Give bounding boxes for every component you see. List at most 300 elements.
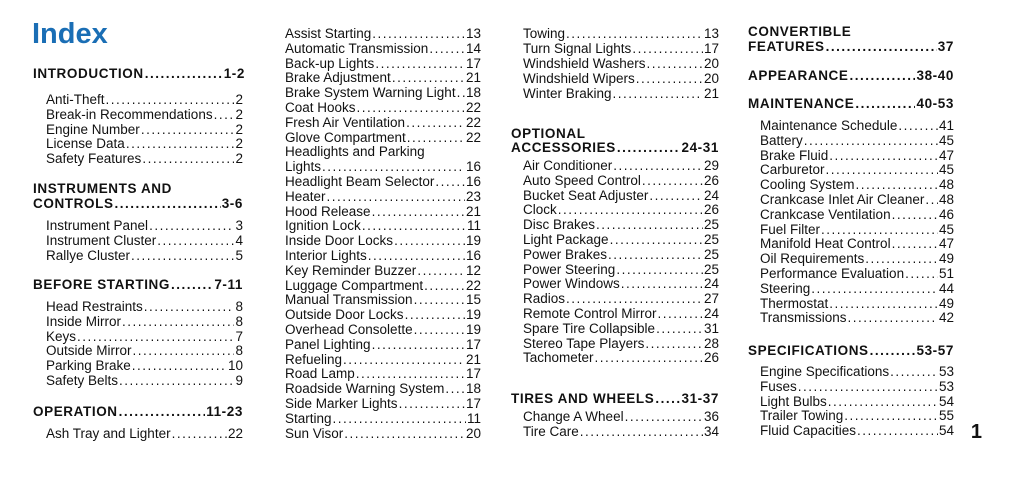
index-entry-page: 22 <box>465 100 481 115</box>
leader-dots <box>625 409 703 424</box>
index-entry-page: 22 <box>465 129 481 145</box>
section-optional-accessories-label: ACCESSORIES <box>511 140 616 155</box>
leader-dots <box>357 100 465 115</box>
index-entry <box>46 218 243 233</box>
index-entry-label: Radios <box>523 291 566 307</box>
leader-dots <box>394 233 465 248</box>
index-entry <box>46 248 243 263</box>
index-entry <box>523 424 719 439</box>
index-entry-page: 7 <box>235 328 243 344</box>
index-entry-page: 25 <box>703 217 719 233</box>
section-optional-line1: OPTIONAL <box>511 126 586 141</box>
index-entry-page: 16 <box>465 174 481 189</box>
index-entry-label: Stereo Tape Players <box>523 335 645 351</box>
index-entry <box>760 192 954 207</box>
index-entry-page: 20 <box>703 56 719 71</box>
leader-dots <box>445 381 465 396</box>
index-entry-page: 23 <box>465 188 481 204</box>
index-entry <box>285 381 481 396</box>
index-entry-label: Cooling System <box>760 177 855 193</box>
index-entry <box>760 394 954 409</box>
page-number: 1 <box>970 421 982 443</box>
index-entry <box>523 202 719 217</box>
leader-dots <box>172 426 227 441</box>
index-entry-label: Crankcase Ventilation <box>760 206 891 222</box>
section-optional-accessories <box>511 140 719 155</box>
index-entry <box>523 158 719 173</box>
index-entry-label: Light Package <box>523 232 609 247</box>
index-entry <box>285 70 481 85</box>
index-entry <box>523 26 719 41</box>
index-entry <box>523 262 719 277</box>
index-entry-page: 24 <box>703 306 719 321</box>
leader-dots <box>892 236 938 251</box>
index-entry-label: Overhead Consolette <box>285 322 413 337</box>
index-entry-label: Inside Mirror <box>46 313 122 329</box>
index-entry <box>760 423 954 438</box>
index-entry-label: Engine Specifications <box>760 364 890 379</box>
index-entry <box>285 130 481 145</box>
index-entry-label: Luggage Compartment <box>285 277 424 293</box>
index-entry-page: 54 <box>938 423 954 439</box>
index-entry-label: Coat Hooks <box>285 100 356 115</box>
index-entry <box>523 173 719 188</box>
index-entry-page: 49 <box>938 295 954 311</box>
index-entry-label: Disc Brakes <box>523 217 596 233</box>
leader-dots <box>144 299 235 314</box>
leader-dots <box>119 404 206 419</box>
index-entry-label: Winter Braking <box>523 86 612 101</box>
index-entry <box>760 133 954 148</box>
leader-dots <box>865 251 938 266</box>
index-entry <box>46 136 243 151</box>
index-entry-label: Power Brakes <box>523 246 608 262</box>
index-entry-page: 22 <box>227 426 243 441</box>
index-entry <box>285 396 481 411</box>
index-entry <box>46 151 243 166</box>
leader-dots <box>77 329 234 344</box>
index-entry-label: Bucket Seat Adjuster <box>523 187 649 203</box>
section-operation-label: OPERATION <box>33 404 118 419</box>
index-entry-page: 17 <box>703 41 719 56</box>
index-entry-page: 24 <box>703 276 719 292</box>
index-entry <box>285 159 481 174</box>
index-entry-page: 17 <box>465 55 481 71</box>
leader-dots <box>804 133 938 148</box>
index-entry-label: Engine Number <box>46 121 140 137</box>
index-entry-label: Safety Belts <box>46 373 119 388</box>
section-before-starting <box>33 277 243 292</box>
index-entry-page: 29 <box>703 158 719 173</box>
index-entry-page: 25 <box>703 246 719 262</box>
index-entry <box>523 306 719 321</box>
leader-dots <box>857 423 938 438</box>
leader-dots <box>406 115 465 130</box>
index-entry-page: 2 <box>235 136 243 152</box>
index-entry <box>46 426 243 441</box>
index-entry-page: 17 <box>465 366 481 382</box>
index-entry <box>285 292 481 307</box>
leader-dots <box>811 281 938 296</box>
index-entry <box>285 278 481 293</box>
leader-dots <box>362 218 466 233</box>
index-entry-label: Headlight Beam Selector <box>285 174 435 189</box>
index-entry-label: Interior Lights <box>285 248 367 263</box>
index-entry <box>285 85 481 100</box>
index-entry-label: Air Conditioner <box>523 158 613 173</box>
index-entry-label: Refueling <box>285 351 343 367</box>
leader-dots <box>848 310 938 325</box>
section-tires-wheels-label: TIRES AND WHEELS <box>511 391 655 406</box>
index-entry <box>46 299 243 314</box>
leader-dots <box>157 233 234 248</box>
index-entry-page: 25 <box>703 232 719 247</box>
section-specifications-label: SPECIFICATIONS <box>748 343 869 358</box>
index-entry <box>760 118 954 133</box>
index-entry-label: Power Windows <box>523 276 620 292</box>
leader-dots <box>608 247 703 262</box>
leader-dots <box>141 122 235 137</box>
index-entry-label: Anti-Theft <box>46 92 105 107</box>
index-entry-page: 45 <box>938 221 954 237</box>
leader-dots <box>613 86 703 101</box>
index-entry <box>285 411 481 426</box>
index-entry <box>46 329 243 344</box>
index-entry-label: Brake Adjustment <box>285 70 391 86</box>
leader-dots <box>829 148 938 163</box>
section-operation <box>33 404 243 419</box>
section-specifications <box>748 343 954 358</box>
leader-dots <box>344 426 465 441</box>
index-entry-label: Lights <box>285 159 322 175</box>
index-entry-label: Windshield Washers <box>523 56 646 71</box>
index-entry <box>46 373 243 388</box>
index-entry-label: Rallye Cluster <box>46 247 131 263</box>
index-entry <box>523 188 719 203</box>
index-entry-label: Thermostat <box>760 295 829 311</box>
index-entry-page: 49 <box>938 251 954 267</box>
index-entry-page: 25 <box>703 261 719 277</box>
section-convertible-features <box>748 39 954 54</box>
index-entry-page: 17 <box>465 336 481 352</box>
section-instruments-line1: INSTRUMENTS AND <box>33 181 172 196</box>
index-entry-label: Starting <box>285 410 332 426</box>
leader-dots <box>642 173 703 188</box>
index-entry-page: 16 <box>465 248 481 263</box>
section-appearance-label: APPEARANCE <box>748 68 849 83</box>
leader-dots <box>892 207 938 222</box>
leader-dots <box>850 68 916 83</box>
index-entry-page: 18 <box>465 381 481 397</box>
leader-dots <box>658 306 703 321</box>
index-entry <box>760 251 954 266</box>
index-entry <box>285 307 481 322</box>
index-entry-page: 47 <box>938 236 954 252</box>
index-entry-label: Power Steering <box>523 261 616 277</box>
section-maintenance-page: 40-53 <box>916 96 954 111</box>
index-entry <box>285 115 481 130</box>
index-entry-page: 21 <box>465 70 481 86</box>
index-entry-page: 26 <box>703 350 719 366</box>
index-entry-page: 34 <box>703 424 719 439</box>
leader-dots <box>372 26 465 41</box>
leader-dots <box>828 394 938 409</box>
leader-dots <box>613 158 703 173</box>
index-entry <box>523 247 719 262</box>
index-entry <box>46 358 243 373</box>
leader-dots <box>322 159 465 174</box>
leader-dots <box>343 352 465 367</box>
index-entry-label: Hood Release <box>285 203 371 219</box>
index-entry-page: 22 <box>465 114 481 130</box>
index-entry <box>760 236 954 251</box>
index-entry-page: 22 <box>465 277 481 293</box>
section-tires-wheels <box>511 391 719 406</box>
leader-dots <box>905 266 938 281</box>
leader-dots <box>898 118 938 133</box>
index-entry <box>760 310 954 325</box>
leader-dots <box>171 277 213 292</box>
index-entry-label: Spare Tire Collapsible <box>523 320 656 336</box>
index-entry-label: Road Lamp <box>285 366 355 382</box>
section-maintenance-label: MAINTENANCE <box>748 96 855 111</box>
section-specifications-page: 53-57 <box>916 343 954 358</box>
leader-dots <box>649 188 703 203</box>
index-entry <box>285 366 481 381</box>
index-entry-page: 21 <box>465 351 481 367</box>
index-entry-label: Oil Requirements <box>760 251 865 267</box>
leader-dots <box>636 71 703 86</box>
index-entry-page: 21 <box>703 86 719 101</box>
index-entry <box>523 71 719 86</box>
index-entry <box>46 314 243 329</box>
index-entry <box>46 107 243 122</box>
index-entry-label: Keys <box>46 328 77 344</box>
index-entry <box>285 337 481 352</box>
index-entry-page: 18 <box>465 85 481 101</box>
index-entry-label: Break-in Recommendations <box>46 106 213 122</box>
section-appearance-page: 38-40 <box>916 68 954 83</box>
index-entry-label: Key Reminder Buzzer <box>285 262 417 278</box>
index-entry-label: Transmissions <box>760 310 847 326</box>
leader-dots <box>457 85 465 100</box>
index-entry-page: 27 <box>703 291 719 307</box>
index-entry <box>285 233 481 248</box>
index-entry-page: 8 <box>235 313 243 329</box>
index-entry-label: Heater <box>285 188 326 204</box>
index-entry-label: Head Restraints <box>46 299 143 314</box>
index-entry <box>760 281 954 296</box>
leader-dots <box>617 140 681 155</box>
index-entry-label: Remote Control Mirror <box>523 306 657 321</box>
section-instruments-page: 3-6 <box>221 196 243 211</box>
index-entry-label: Carburetor <box>760 162 825 178</box>
index-entry <box>285 41 481 56</box>
index-entry-label: Fuel Filter <box>760 221 821 237</box>
index-entry-label: Manifold Heat Control <box>760 236 891 252</box>
index-entry-label: License Data <box>46 136 125 152</box>
leader-dots <box>417 263 465 278</box>
leader-dots <box>826 39 937 54</box>
leader-dots <box>826 162 938 177</box>
section-introduction-label: INTRODUCTION <box>33 66 144 81</box>
index-entry-page: 47 <box>938 147 954 163</box>
leader-dots <box>856 177 938 192</box>
leader-dots <box>214 107 235 122</box>
leader-dots <box>429 41 465 56</box>
index-entry-page: 20 <box>465 425 481 441</box>
section-optional-accessories-page: 24-31 <box>681 140 719 155</box>
index-entry-page: 45 <box>938 162 954 178</box>
index-entry-page: 2 <box>235 121 243 137</box>
section-convertible-line1: CONVERTIBLE <box>748 24 852 39</box>
index-entry-label: Fluid Capacities <box>760 423 857 439</box>
index-entry-page: 21 <box>465 203 481 219</box>
index-entry <box>760 222 954 237</box>
index-entry-page: 48 <box>938 177 954 193</box>
index-entry-page: 53 <box>938 378 954 394</box>
leader-dots <box>566 291 703 306</box>
index-entry-page: 16 <box>465 159 481 175</box>
section-maintenance <box>748 96 954 111</box>
index-entry <box>46 233 243 248</box>
index-entry <box>760 296 954 311</box>
leader-dots <box>333 411 466 426</box>
index-entry-page: 24 <box>703 187 719 203</box>
leader-dots <box>356 366 465 381</box>
leader-dots <box>821 222 938 237</box>
index-entry <box>523 336 719 351</box>
index-entry-page: 11 <box>466 218 481 234</box>
index-entry-page: 13 <box>703 26 719 41</box>
index-entry-page: 44 <box>938 280 954 296</box>
leader-dots <box>407 130 465 145</box>
leader-dots <box>119 373 234 388</box>
leader-dots <box>327 189 465 204</box>
index-entry-page: 4 <box>235 232 243 248</box>
index-entry-label: Manual Transmission <box>285 292 413 308</box>
index-entry-page: 54 <box>938 393 954 409</box>
leader-dots <box>656 321 703 336</box>
leader-dots <box>558 202 703 217</box>
index-entry-label: Outside Mirror <box>46 343 132 359</box>
leader-dots <box>580 424 703 439</box>
index-entry-label: Auto Speed Control <box>523 172 641 188</box>
leader-dots <box>115 196 221 211</box>
section-operation-page: 11-23 <box>206 404 243 419</box>
leader-dots <box>405 307 465 322</box>
index-entry-label: Outside Door Locks <box>285 307 404 323</box>
index-entry <box>523 41 719 56</box>
index-entry <box>285 144 481 159</box>
section-before-starting-page: 7-11 <box>214 277 243 292</box>
index-entry <box>46 122 243 137</box>
index-entry <box>523 217 719 232</box>
index-entry <box>285 189 481 204</box>
section-convertible-features-page: 37 <box>937 39 954 54</box>
section-convertible-features-label: FEATURES <box>748 39 825 54</box>
index-entry-label: Automatic Transmission <box>285 40 429 56</box>
index-entry <box>285 26 481 41</box>
index-entry <box>285 352 481 367</box>
index-entry-label: Instrument Panel <box>46 218 149 233</box>
index-entry-label: Tire Care <box>523 424 579 439</box>
index-entry <box>523 86 719 101</box>
leader-dots <box>621 276 703 291</box>
index-entry <box>523 321 719 336</box>
index-entry-label: Safety Features <box>46 151 142 167</box>
section-instruments <box>33 196 243 211</box>
index-entry-label: Turn Signal Lights <box>523 41 632 56</box>
index-entry <box>523 232 719 247</box>
index-entry-page: 9 <box>235 373 243 388</box>
leader-dots <box>798 379 938 394</box>
index-entry-page: 28 <box>703 335 719 351</box>
index-entry <box>760 266 954 281</box>
index-entry <box>285 174 481 189</box>
index-entry-label: Trailer Towing <box>760 408 844 424</box>
index-entry <box>285 100 481 115</box>
index-entry <box>760 379 954 394</box>
index-entry-page: 14 <box>465 40 481 56</box>
index-entry <box>285 322 481 337</box>
leader-dots <box>890 364 938 379</box>
page-title: Index <box>32 18 108 50</box>
index-entry-page: 11 <box>466 410 481 426</box>
index-entry <box>46 343 243 358</box>
leader-dots <box>375 56 465 71</box>
index-entry-label: Performance Evaluation <box>760 266 905 281</box>
leader-dots <box>595 350 703 365</box>
index-entry-page: 5 <box>235 247 243 263</box>
leader-dots <box>435 174 465 189</box>
index-entry-page: 36 <box>703 409 719 424</box>
section-instruments-label: CONTROLS <box>33 196 114 211</box>
index-entry-label: Light Bulbs <box>760 393 827 409</box>
leader-dots <box>122 314 234 329</box>
leader-dots <box>616 262 703 277</box>
leader-dots <box>145 66 223 81</box>
leader-dots <box>414 322 465 337</box>
index-entry-page: 13 <box>465 26 481 41</box>
index-entry-label: Brake System Warning Light <box>285 85 456 101</box>
index-entry-label: Back-up Lights <box>285 55 375 71</box>
index-entry-label: Assist Starting <box>285 26 372 41</box>
index-entry-page: 10 <box>227 358 243 374</box>
index-entry-page: 48 <box>938 192 954 207</box>
index-entry-label: Panel Lighting <box>285 336 371 352</box>
index-entry-page: 46 <box>938 206 954 222</box>
index-entry-page: 2 <box>235 92 243 107</box>
index-entry <box>760 207 954 222</box>
index-entry-label: Fuses <box>760 378 797 394</box>
index-entry-page: 51 <box>938 266 954 281</box>
index-entry-label: Windshield Wipers <box>523 71 635 86</box>
index-entry-page: 53 <box>938 364 954 379</box>
index-entry-page: 19 <box>465 307 481 323</box>
leader-dots <box>424 278 465 293</box>
index-entry-page: 19 <box>465 322 481 337</box>
index-entry-label: Headlights and Parking <box>285 144 425 160</box>
index-entry-page: 20 <box>703 71 719 86</box>
index-entry <box>285 204 481 219</box>
leader-dots <box>829 296 938 311</box>
index-entry-label: Battery <box>760 132 803 148</box>
leader-dots <box>132 358 227 373</box>
leader-dots <box>645 336 703 351</box>
index-entry-label: Roadside Warning System <box>285 381 445 397</box>
index-entry-page: 19 <box>465 233 481 249</box>
